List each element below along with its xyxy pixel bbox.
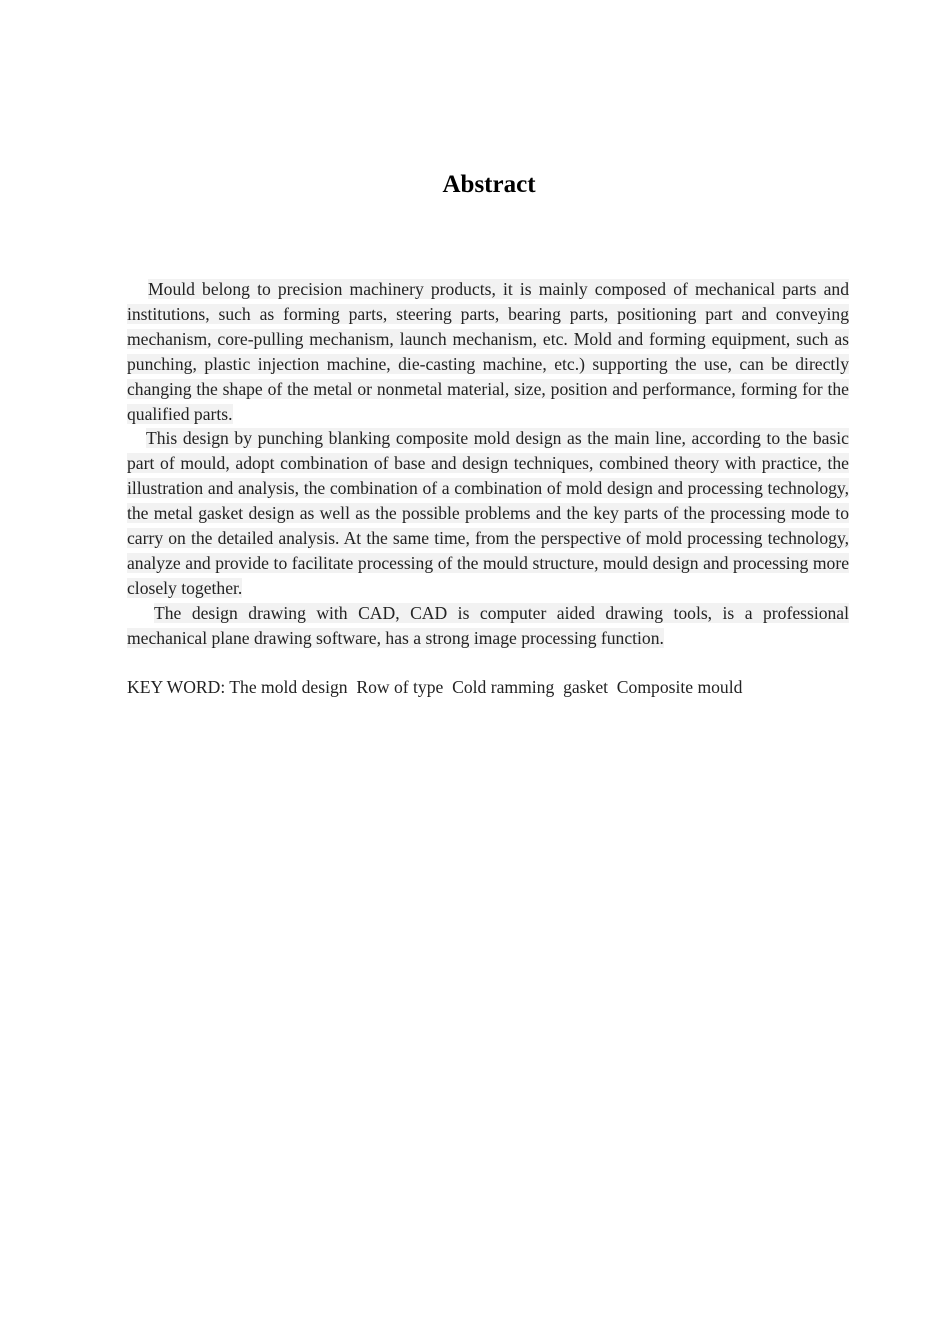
abstract-paragraph-2-text: This design by punching blanking composite mold design as the main line, according to the basic part of mould, adopt combination of base and design techniques, combined theory with practice, the illustration and analysis, the combination of a combination of mold design and processing technology, the metal gasket design as well as the possible problems and the key parts of the processing mode to carry on the detailed analysis. At the same time, from the perspective of mold processing technology, analyze and provide to facilitate processing of the mould structure, mould design and processing more closely together.: [127, 428, 849, 598]
abstract-paragraph-2: [127, 426, 849, 600]
abstract-body: [127, 277, 849, 651]
abstract-paragraph-3: [127, 601, 849, 651]
abstract-paragraph-1: [127, 277, 849, 426]
abstract-paragraph-1-text: Mould belong to precision machinery products, it is mainly composed of mechanical parts and institutions, such as forming parts, steering parts, bearing parts, positioning part and conveying mechanism, core-pulling mechanism, launch mechanism, etc. Mold and forming equipment, such as punching, plastic injection machine, die-casting machine, etc.) supporting the use, can be directly changing the shape of the metal or nonmetal material, size, position and performance, forming for the qualified parts.: [127, 279, 849, 424]
abstract-paragraph-3-text: The design drawing with CAD, CAD is computer aided drawing tools, is a professional mechanical plane drawing software, has a strong image processing function.: [127, 602, 849, 648]
keywords-line: KEY WORD: The mold design Row of type Cold ramming gasket Composite mould: [127, 677, 743, 697]
page-title: Abstract: [442, 171, 536, 198]
